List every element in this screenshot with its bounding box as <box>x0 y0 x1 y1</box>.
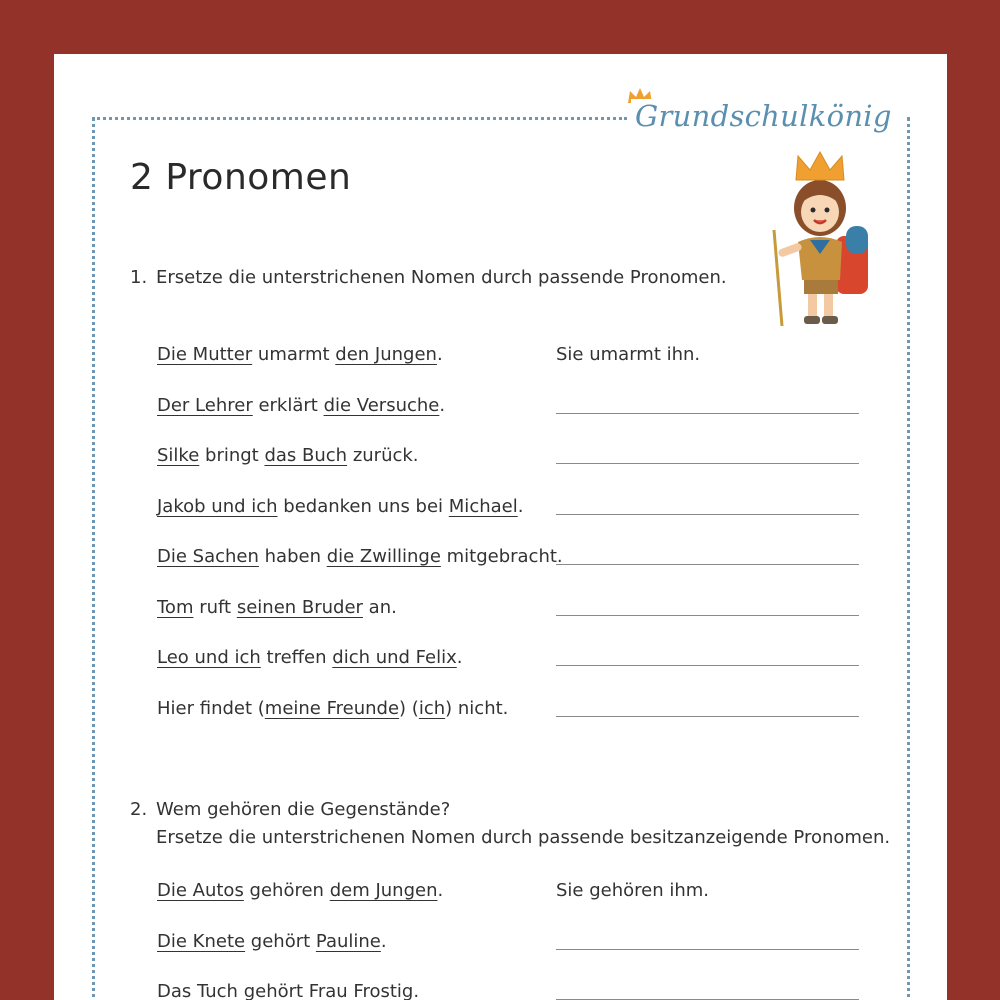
sentence-text: ) nicht. <box>445 697 509 719</box>
task-1-row <box>157 496 867 526</box>
sentence-text: erklärt <box>252 394 324 416</box>
exercise-sentence <box>157 445 419 466</box>
task-1-instruction <box>130 264 727 292</box>
underlined-noun: ich <box>418 697 446 719</box>
sentence-text: mitgebracht. <box>440 546 563 567</box>
sentence-text: bedanken uns bei <box>277 495 449 517</box>
task-1-row <box>157 597 867 627</box>
sentence-text: an. <box>362 596 397 618</box>
sentence-text: . <box>439 394 446 416</box>
worksheet <box>54 54 947 1000</box>
sentence-text: . <box>413 981 420 1000</box>
underlined-noun: Tom <box>157 596 194 618</box>
underlined-noun: den Jungen <box>335 344 437 365</box>
underlined-noun: meine Freunde <box>264 697 400 719</box>
sentence-text: gehört <box>237 981 309 1000</box>
answer-line[interactable] <box>556 463 859 464</box>
task-1-row <box>157 445 867 475</box>
exercise-sentence <box>157 546 563 567</box>
answer-line[interactable] <box>556 665 859 666</box>
task-1-instruction-text: Ersetze die unterstrichenen Nomen durch passende Pronomen. <box>156 267 727 288</box>
exercise-sentence <box>157 344 443 365</box>
exercise-sentence <box>157 647 463 668</box>
answer-line[interactable] <box>556 615 859 616</box>
exercise-sentence <box>157 597 397 618</box>
sentence-text: zurück. <box>347 445 419 466</box>
sentence-text: . <box>517 495 524 517</box>
sentence-text: gehören <box>243 880 330 901</box>
underlined-noun: Michael <box>448 495 518 517</box>
underlined-noun: Frau Frostig <box>308 981 414 1000</box>
underlined-noun: dem Jungen <box>329 880 438 901</box>
task-2-instruction-line-1: Wem gehören die Gegenstände? <box>156 799 451 820</box>
exercise-sentence <box>157 981 419 1000</box>
sentence-text: ) ( <box>399 697 419 719</box>
task-1-row <box>157 546 867 576</box>
answer-line[interactable] <box>556 564 859 565</box>
sentence-text: Hier findet ( <box>157 697 265 719</box>
underlined-noun: das Buch <box>264 445 348 466</box>
underlined-noun: Der Lehrer <box>157 394 253 416</box>
exercise-sentence <box>157 880 443 901</box>
underlined-noun: Das Tuch <box>157 981 238 1000</box>
task-1-row <box>157 698 867 728</box>
task-1-row <box>157 395 867 425</box>
underlined-noun: die Versuche <box>323 394 440 416</box>
brand-logo: Grundschulkönig <box>631 99 896 133</box>
task-2-instruction <box>130 796 890 852</box>
example-answer: Sie umarmt ihn. <box>556 344 701 365</box>
example-answer: Sie gehören ihm. <box>556 880 710 901</box>
exercise-sentence <box>157 496 523 517</box>
underlined-noun: seinen Bruder <box>236 596 363 618</box>
exercise-sentence <box>157 395 445 416</box>
sentence-text: . <box>380 930 387 952</box>
task-1-number: 1. <box>130 267 148 288</box>
exercise-sentence <box>157 698 508 719</box>
task-2-row <box>157 981 867 1000</box>
underlined-noun: Die Autos <box>157 880 244 901</box>
task-2-instruction-line-2: Ersetze die unterstrichenen Nomen durch passende besitzanzeigende Pronomen. <box>156 827 891 848</box>
sentence-text: umarmt <box>252 344 336 365</box>
underlined-noun: Leo und ich <box>157 647 261 668</box>
exercise-sentence <box>157 931 387 952</box>
sentence-text: ruft <box>193 596 237 618</box>
sentence-text: bringt <box>199 445 265 466</box>
answer-line[interactable] <box>556 413 859 414</box>
sentence-text: haben <box>258 546 327 567</box>
underlined-noun: die Zwillinge <box>326 546 441 567</box>
answer-line[interactable] <box>556 514 859 515</box>
underlined-noun: Die Mutter <box>157 344 253 365</box>
page-title: 2 Pronomen <box>130 157 352 198</box>
sentence-text: treffen <box>260 647 333 668</box>
sentence-text: . <box>437 880 444 901</box>
sentence-text: . <box>436 344 443 365</box>
underlined-noun: Jakob und ich <box>157 495 278 517</box>
task-2-row <box>157 880 867 910</box>
task-2-row <box>157 931 867 961</box>
underlined-noun: dich und Felix <box>332 647 457 668</box>
answer-line[interactable] <box>556 949 859 950</box>
underlined-noun: Pauline <box>315 930 381 952</box>
underlined-noun: Die Knete <box>157 930 246 952</box>
sentence-text: . <box>456 647 463 668</box>
sentence-text: gehört <box>245 930 316 952</box>
answer-line[interactable] <box>556 716 859 717</box>
task-1-row <box>157 647 867 677</box>
scout-child-illustration <box>760 150 880 330</box>
underlined-noun: Silke <box>157 445 200 466</box>
task-2-number: 2. <box>130 799 148 820</box>
task-1-row <box>157 344 867 374</box>
underlined-noun: Die Sachen <box>157 546 259 567</box>
